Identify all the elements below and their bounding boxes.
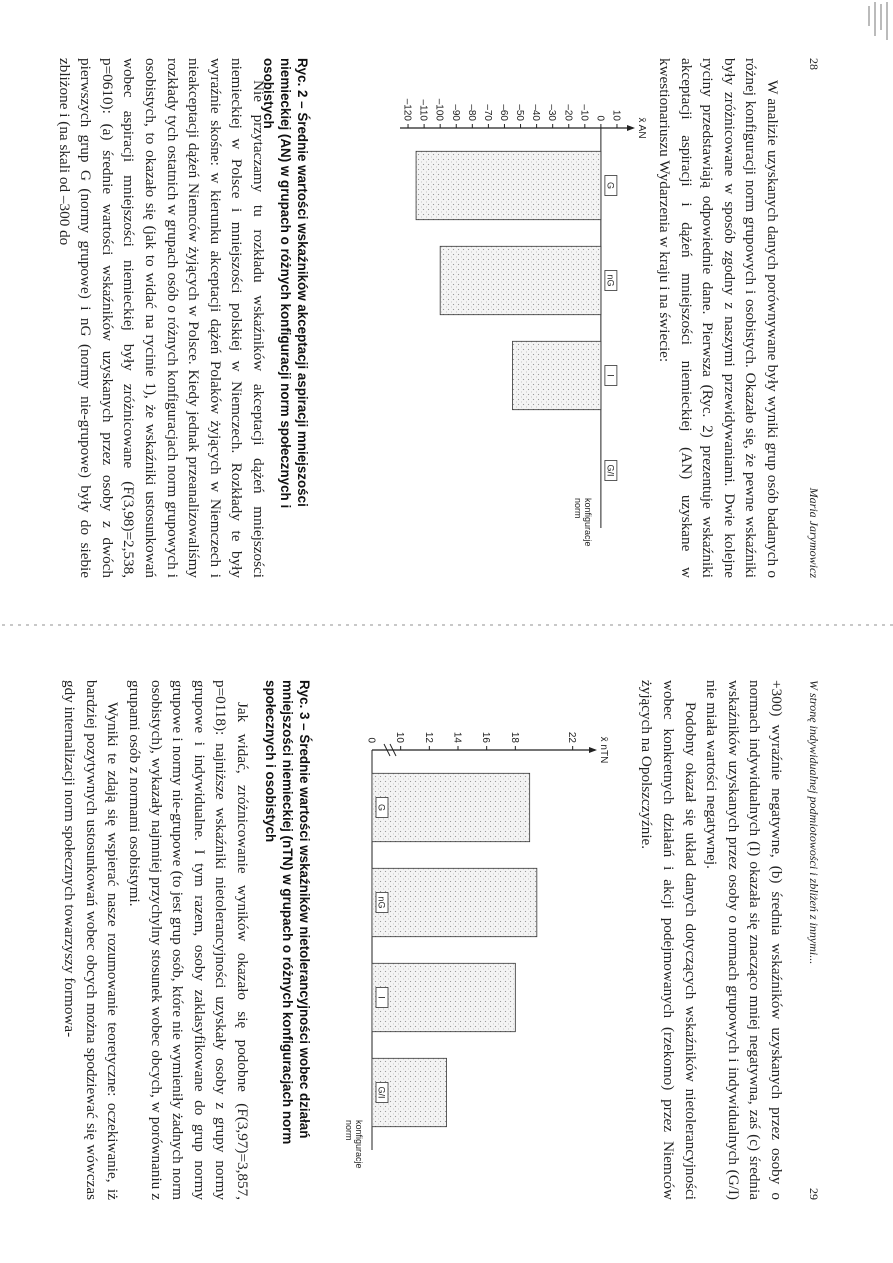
category-label: G xyxy=(376,803,387,812)
category-label: G xyxy=(605,181,616,190)
y-tick-label: 12 xyxy=(422,731,434,743)
y-tick-label: 18 xyxy=(508,731,520,743)
category-label: nG xyxy=(376,896,387,909)
bar-g xyxy=(416,151,601,219)
bar-i xyxy=(372,963,515,1031)
left-body-block xyxy=(53,58,269,578)
left-paragraph-2: Nie przytaczamy tu rozkładu wskaźników akceptacji dążeń mniejszości niemieckiej w Polsce i mniejszości polskiej w Niemczech. Rozkłady te były wyraźnie skośne: w kierunku akceptacji dążeń Polaków żyjących w Niemczech i nieakceptacji dążeń Niemców żyjących w Polsce. Kiedy jednak przeanalizowaliśmy rozkłady tych ostatnich w grupach osób o różnych konfiguracjach norm grupowych i osobistych, to okazało się (jak to widać na rycinie 1), że wskaźniki ustosunkowań wobec aspiracji mniejszości niemieckiej były zróżnicowane (F(3,98)=2,538, p=0610): (a) średnie wartości wskaźników uzyskanych przez osoby z dwóch pierwszych grup G (normy grupowe) i nG (normy nie-grupowe) były do siebie zbliżone i (na skali od –300 do xyxy=(55,58,267,578)
right-running-head xyxy=(803,680,821,1200)
y-tick-label: –90 xyxy=(449,104,461,121)
right-paragraph-1: +300) wyraźnie negatywne, (b) średnia wskaźników uzyskanych przez osoby o normach indywidualnych (I) okazała się znacząco mniej negatywna, zaś (c) średnia wskaźników uzyskanych przez osoby o normach grupowych i indywidualnych (G/I) nie miała wartości negatywnej. xyxy=(703,680,785,1200)
left-page-number: 28 xyxy=(807,58,821,70)
left-intro-paragraph: W analizie uzyskanych danych porównywane były wyniki grup osób badanych o różnej konfiguracji norm grupowych i osobistych. Okazało się, że pewne wskaźniki były zróżnicowane w sposób zgodny z naszymi przewidywaniami. Dwie kolejne ryciny przedstawiają odpowiednie dane. Pierwsza (Ryc. 2) prezentuje wskaźniki akceptacji aspiracji i dążeń mniejszości niemieckiej (AN) uzyskane w kwestionariuszu Wydarzenia w kraju i na świecie: xyxy=(656,58,781,578)
y-tick-label: 10 xyxy=(610,109,622,121)
right-top-block xyxy=(636,680,787,1200)
x-axis-label: konfiguracjenorm xyxy=(344,1120,364,1169)
y-zero-label: 0 xyxy=(365,737,377,743)
category-label: nG xyxy=(605,274,616,287)
y-tick-label: 16 xyxy=(480,731,492,743)
bar-g xyxy=(372,773,530,841)
bar-ng xyxy=(372,868,537,936)
y-tick-label: –80 xyxy=(465,104,477,121)
y-tick-label: 22 xyxy=(566,731,578,743)
left-running-head xyxy=(803,58,821,578)
y-tick-label: –100 xyxy=(433,98,445,121)
y-tick-label: –110 xyxy=(417,99,429,121)
right-page xyxy=(0,640,893,1240)
y-tick-label: –50 xyxy=(514,104,526,121)
right-running-title: W stronę indywidualnej podmiotowości i zbliżeń z innymi... xyxy=(807,680,821,965)
category-label: G/I xyxy=(376,1086,387,1099)
y-tick-label: 14 xyxy=(451,731,463,743)
figure-2-chart xyxy=(390,58,655,578)
y-tick-label: 0 xyxy=(594,115,606,121)
right-paragraph-4: Wyniki te zdają się wspierać nasze rozumowanie teoretyczne: oczekiwanie, iż bardziej pozytywnych ustosunkowań wobec obcych można spodziewać się wówczas gdy internalizacji norm społecznych towarzyszy formowa- xyxy=(61,680,122,1200)
y-tick-label: –70 xyxy=(481,104,493,121)
y-tick-label: 10 xyxy=(394,731,406,743)
y-axis-arrow xyxy=(627,125,635,131)
left-running-title: Maria Jarymowicz xyxy=(807,487,821,578)
category-label: G/I xyxy=(605,464,616,477)
bar-i xyxy=(513,341,601,409)
right-paragraph-2: Podobny okazał się układ danych dotyczących wskaźników nietolerancyjności wobec konkretnych działań i akcji podejmowanych (rzekomo) przez Niemców żyjących na Opolszczyźnie. xyxy=(638,680,699,1200)
gutter-shadow xyxy=(0,618,893,632)
y-tick-label: –30 xyxy=(546,104,558,121)
y-tick-label: –60 xyxy=(497,104,509,121)
bar-ng xyxy=(440,246,601,314)
y-tick-label: –120 xyxy=(401,98,413,121)
right-paragraph-3: Jak widać, zróżnicowanie wyników okazało się podobne (F(3,97)=3,857, p=0118): najniższe wskaźniki nietolerancyjności uzyskały osoby z grupy normy grupowe i indywidualne. I tym razem, osoby zaklasyfikowane do grup normy grupowe i normy nie-grupowe (to jest grup osób, które nie wymieniły żadnych norm osobistych), wykazały najmniej przychylny stosunek wobec obcych, w porównaniu z grupami osób z normami osobistymi. xyxy=(126,680,251,1200)
y-axis-arrow xyxy=(589,747,597,753)
y-tick-label: –10 xyxy=(578,104,590,121)
left-page xyxy=(0,18,893,618)
y-tick-label: –20 xyxy=(562,104,574,121)
x-axis-label: konfiguracjenorm xyxy=(572,498,593,547)
right-page-number: 29 xyxy=(807,1188,821,1200)
left-intro-block xyxy=(653,58,783,578)
figure-3-chart xyxy=(337,680,617,1200)
figure-3-caption: Ryc. 3 – Średnie wartości wskaźników nietolerancyjności wobec działań mniejszości niemieckiej (nTN) w grupach o różnych konfiguracjach norm społecznych i osobistych xyxy=(263,680,312,1145)
right-body-block xyxy=(59,680,253,1200)
y-tick-label: –40 xyxy=(530,104,542,121)
y-axis-label: x̄ AN xyxy=(636,117,647,139)
category-label: I xyxy=(605,374,616,377)
category-label: I xyxy=(376,996,387,999)
figure-2-caption: Ryc. 2 – Średnie wartości wskaźników akceptacji aspiracji mniejszości niemieckiej (AN) w grupach o różnych konfiguracji norm społecznych i osobistych xyxy=(261,58,310,509)
y-axis-label: x̄ nTN xyxy=(598,736,609,764)
